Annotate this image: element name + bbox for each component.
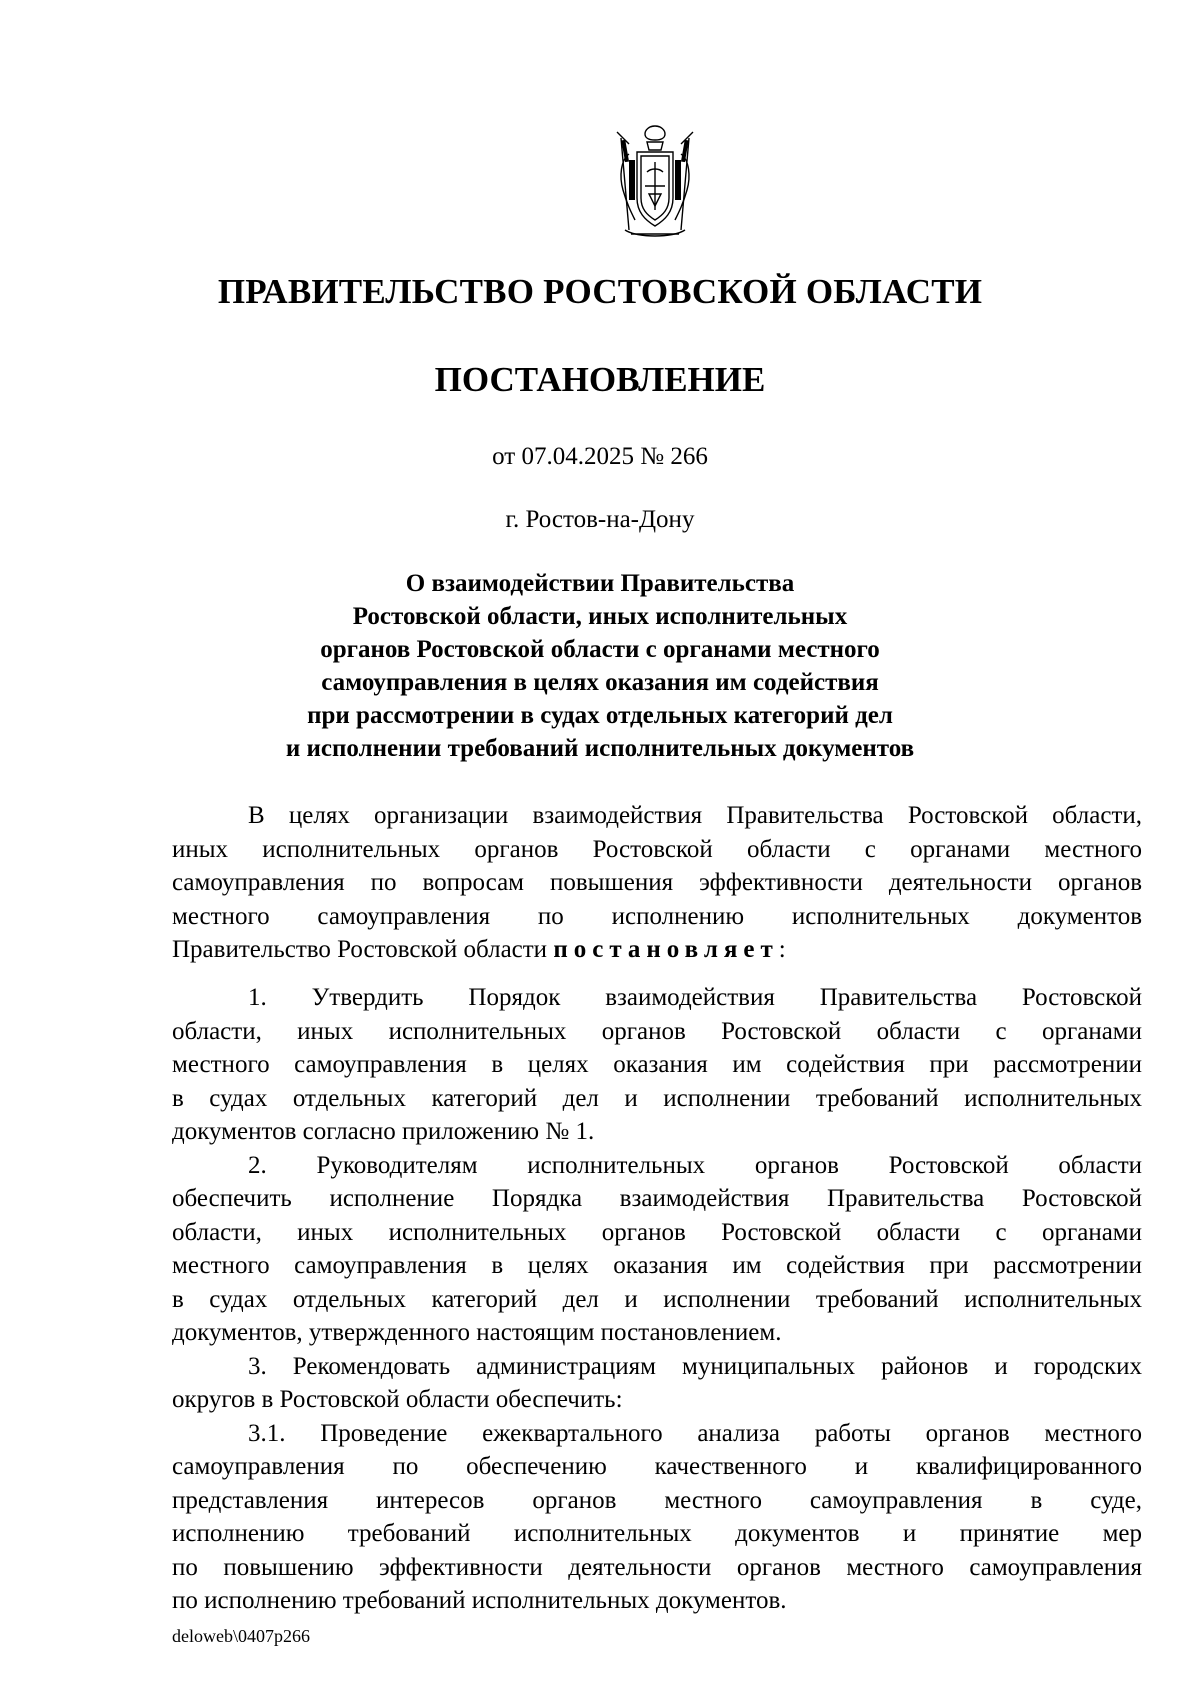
- item-3: [172, 1350, 1142, 1417]
- item-line: обеспечить исполнение Порядка взаимодействия Правительства Ростовской: [172, 1185, 1142, 1212]
- item-line: по повышению эффективности деятельности органов местного самоуправления: [172, 1553, 1142, 1581]
- file-reference: deloweb\0407p266: [172, 1626, 310, 1646]
- item-line: по исполнению требований исполнительных документов.: [172, 1587, 787, 1614]
- item-line: области, иных исполнительных органов Ростовской области с органами: [172, 1017, 1142, 1045]
- preamble-last-line: [172, 933, 1142, 967]
- document-date-number: от 07.04.2025 № 266: [492, 443, 708, 470]
- item-line: документов согласно приложению № 1.: [172, 1118, 595, 1145]
- resolves-suffix: :: [778, 936, 786, 963]
- preamble: [172, 799, 1142, 967]
- item-line: представления интересов органов местного самоуправления в суде,: [172, 1486, 1142, 1514]
- subject-line: самоуправления в целях оказания им содействия: [321, 669, 879, 696]
- preamble-line: В целях организации взаимодействия Правительства Ростовской области,: [248, 802, 1142, 829]
- item-line: документов, утвержденного настоящим постановлением.: [172, 1319, 782, 1346]
- item-line: в судах отдельных категорий дел и исполнении требований исполнительных: [172, 1084, 1142, 1112]
- item-line: округов в Ростовской области обеспечить:: [172, 1386, 623, 1413]
- subject-line: и исполнении требований исполнительных документов: [285, 735, 915, 762]
- item-2: [172, 1149, 1142, 1350]
- item-1: [172, 981, 1142, 1149]
- subject-line: Ростовской области, иных исполнительных: [352, 603, 848, 630]
- item-line: в судах отдельных категорий дел и исполнении требований исполнительных: [172, 1285, 1142, 1313]
- item-line: 1. Утвердить Порядок взаимодействия Правительства Ростовской: [248, 984, 1142, 1011]
- subject-line: О взаимодействии Правительства: [405, 570, 795, 597]
- preamble-last-prefix: Правительство Ростовской области: [172, 936, 548, 963]
- document-subject: [180, 567, 1020, 765]
- item-line: 3. Рекомендовать администрациям муниципальных районов и городских: [248, 1352, 1142, 1380]
- government-title: ПРАВИТЕЛЬСТВО РОСТОВСКОЙ ОБЛАСТИ: [217, 272, 983, 311]
- subject-line: при рассмотрении в судах отдельных категорий дел: [307, 702, 893, 729]
- document-kind: ПОСТАНОВЛЕНИЕ: [434, 360, 766, 399]
- numbered-items: [172, 981, 1142, 1618]
- resolves-word: постановляет: [553, 936, 779, 963]
- item-line: самоуправления по обеспечению качественного и квалифицированного: [172, 1453, 1142, 1480]
- item-line: местного самоуправления в целях оказания им содействия при рассмотрении: [172, 1051, 1142, 1078]
- preamble-line: самоуправления по вопросам повышения эффективности деятельности органов: [172, 869, 1142, 896]
- item-line: 2. Руководителям исполнительных органов Ростовской области: [248, 1151, 1142, 1179]
- preamble-line: местного самоуправления по исполнению исполнительных документов: [172, 902, 1142, 930]
- item-3-1: [172, 1417, 1142, 1618]
- preamble-line: иных исполнительных органов Ростовской области с органами местного: [172, 835, 1142, 863]
- item-line: области, иных исполнительных органов Ростовской области с органами: [172, 1218, 1142, 1246]
- item-line: исполнению требований исполнительных документов и принятие мер: [172, 1520, 1142, 1547]
- coat-of-arms-icon: [607, 120, 703, 244]
- item-line: местного самоуправления в целях оказания им содействия при рассмотрении: [172, 1252, 1142, 1279]
- item-line: 3.1. Проведение ежеквартального анализа работы органов местного: [248, 1419, 1142, 1447]
- document-city: г. Ростов-на-Дону: [505, 506, 695, 533]
- subject-line: органов Ростовской области с органами местного: [320, 636, 880, 663]
